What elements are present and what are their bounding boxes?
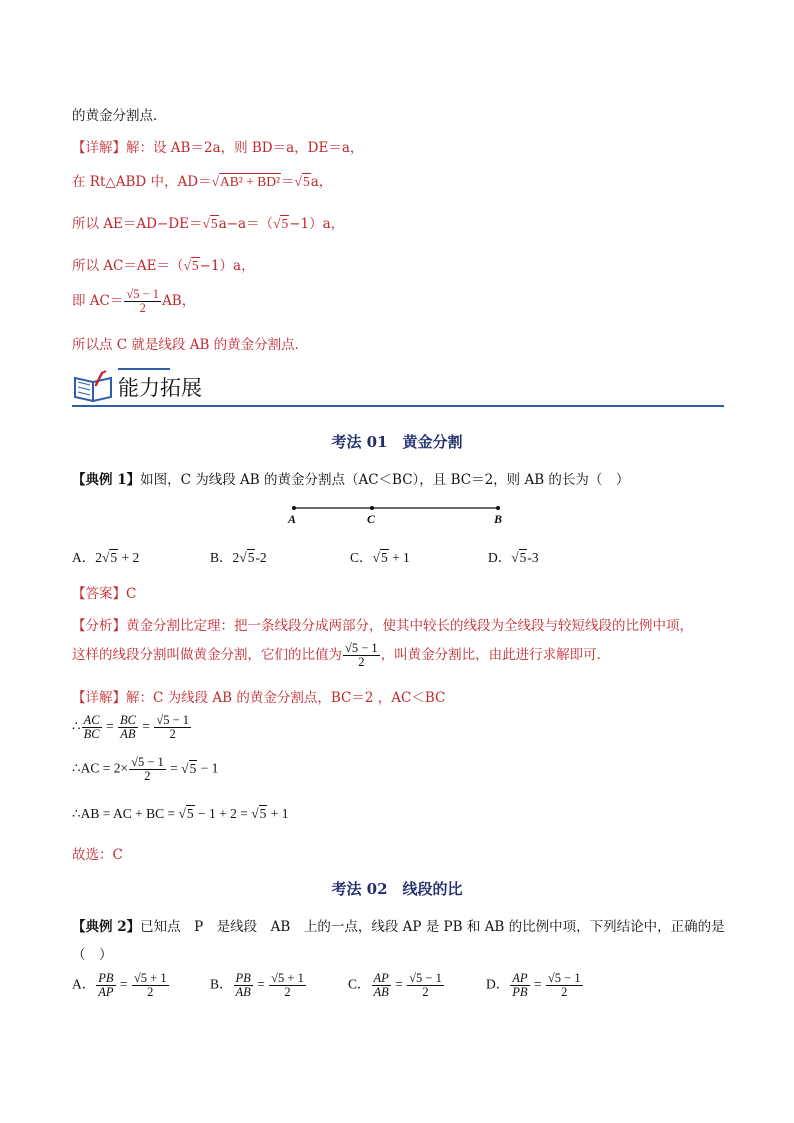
intro-l5-end: AB，: [162, 293, 196, 310]
sqrt-5: √5: [178, 806, 194, 821]
fraction-denominator: 2: [169, 727, 176, 742]
fraction-numerator: AP: [373, 971, 389, 985]
detail-label: 【详解】: [72, 690, 126, 706]
golden-ratio-fraction: [132, 972, 169, 999]
intro-l2: [72, 170, 332, 190]
answer-label: 【答案】: [72, 586, 126, 602]
answer-line: [72, 582, 136, 602]
numerator-text: 5 − 1: [163, 713, 189, 727]
equation-3-mid: − 1 + 2 =: [194, 806, 252, 821]
choice-value: C: [112, 847, 123, 863]
option-label: B．: [210, 976, 233, 992]
fraction-numerator: AP: [512, 971, 528, 985]
book-icon: [72, 368, 116, 404]
answer-value: C: [126, 586, 137, 602]
intro-l4-end: −1）a，: [199, 258, 255, 274]
example2: [72, 915, 725, 935]
fraction-ac-bc: [82, 714, 102, 741]
intro-l4: [72, 254, 255, 274]
choice-line: [72, 843, 123, 863]
sqrt-5: √5: [251, 806, 267, 821]
equation-3-tail: + 1: [267, 806, 289, 821]
numerator-text: 5 − 1: [137, 755, 164, 769]
fraction-denominator: 2: [358, 655, 365, 670]
sqrt-5: √5: [511, 550, 527, 565]
sqrt-radicand: 5: [281, 216, 289, 231]
option2-b[interactable]: B． $\frac{PB}{AB}$ = $\frac{√5 + 1}{2}$: [210, 971, 304, 1000]
equation-1: ∴ $\frac{AC}{BC}$ = $\frac{BC}{AB}$ = $\frac{√5 - 1}{2}$: [72, 713, 189, 742]
fraction-denominator: 2: [561, 985, 568, 1000]
golden-ratio-fraction: [343, 642, 380, 669]
golden-ratio-fraction: [129, 756, 166, 783]
option-label: C．: [350, 550, 373, 565]
analysis-label: 【分析】: [72, 618, 126, 634]
example2-text: 已知点 P 是线段 AB 上的一点，线段 AP 是 PB 和 AB 的比例中项，下列结论中，正确的是: [140, 919, 725, 935]
analysis-line-2: [72, 642, 610, 669]
sqrt-5: √5: [239, 550, 255, 565]
option-b[interactable]: [210, 546, 267, 566]
fraction-denominator: AB: [120, 727, 136, 742]
intro-detail-line: [72, 136, 363, 156]
fraction-denominator: BC: [83, 727, 100, 742]
sqrt-radicand: 5: [302, 174, 310, 189]
equation-2-lhs: ∴AC = 2×: [72, 760, 129, 776]
point-a-label: A: [288, 512, 297, 526]
fraction-numerator: √5 − 1: [156, 713, 189, 727]
option-c[interactable]: [350, 546, 410, 566]
intro-l4-prefix: 所以 AC＝AE＝（: [72, 258, 184, 274]
option-d[interactable]: [488, 546, 539, 566]
option-tail: -3: [527, 550, 539, 565]
intro-l5: [72, 288, 195, 315]
sqrt-ab-bd: √AB² + BD²: [211, 174, 281, 189]
ratio-fraction: [510, 972, 529, 999]
sqrt-5: √5: [294, 174, 310, 189]
fraction-numerator: PB: [98, 971, 114, 985]
numerator-text: 5 − 1: [416, 971, 442, 985]
example1-text: 如图，C 为线段 AB 的黄金分割点（AC＜BC），且 BC＝2，则 AB 的长为（ ）: [140, 472, 630, 488]
example1-label: 【典例 1】: [72, 472, 141, 488]
fraction-denominator: AB: [373, 985, 389, 1000]
fraction-numerator: √5 − 1: [409, 971, 442, 985]
banner-accent: [118, 368, 170, 370]
sqrt-5: √5: [273, 216, 289, 231]
analysis-text-2-post: ，叫黄金分割比，由此进行求解即可．: [380, 647, 611, 664]
fraction-numerator: √5 − 1: [345, 641, 378, 655]
numerator-text: 5 − 1: [554, 971, 581, 985]
option-coef: 2: [95, 550, 102, 565]
sqrt-5: √5: [372, 550, 388, 565]
sqrt-5: √5: [202, 216, 218, 231]
fraction-denominator: PB: [512, 985, 528, 1000]
golden-ratio-fraction: [154, 714, 191, 741]
sqrt-5: √5: [102, 550, 118, 565]
fraction-numerator: √5 − 1: [126, 287, 160, 301]
point-b-label: B: [494, 512, 503, 526]
example2-paren: （ ）: [72, 947, 113, 963]
option2-d[interactable]: D． $\frac{AP}{PB}$ = $\frac{√5 - 1}{2}$: [486, 971, 581, 1000]
intro-l3-mid: a−a＝（: [218, 216, 274, 232]
sqrt-radicand: 5: [247, 550, 255, 565]
fraction-numerator: AC: [83, 713, 100, 727]
sqrt-radicand: 5: [259, 806, 267, 821]
fraction-bc-ab: [118, 714, 138, 741]
analysis-text-2-pre: 这样的线段分割叫做黄金分割，它们的比值为: [72, 647, 342, 664]
fraction-numerator: √5 − 1: [547, 971, 581, 985]
fraction-numerator: BC: [119, 713, 136, 727]
golden-ratio-fraction: [407, 972, 444, 999]
segment-figure: [285, 500, 510, 530]
option-tail: + 1: [388, 550, 410, 565]
banner-title: 能力拓展: [118, 376, 202, 400]
golden-ratio-fraction: [269, 972, 306, 999]
golden-ratio-fraction: [124, 288, 161, 315]
option-label: A．: [72, 976, 96, 992]
intro-l2-prefix: 在 Rt△ABD 中，AD＝: [72, 174, 212, 190]
therefore-sign: ∴: [72, 718, 81, 734]
fraction-denominator: 2: [422, 985, 429, 1000]
sqrt-radicand: 5: [519, 550, 527, 565]
numerator-text: 5 − 1: [351, 641, 378, 655]
banner-rule: [72, 405, 724, 407]
option-label: C．: [348, 976, 371, 992]
option-label: A．: [72, 550, 96, 565]
intro-l6-text: 所以点 C 就是线段 AB 的黄金分割点．: [72, 337, 309, 353]
sqrt-radicand: 5: [380, 550, 388, 565]
fraction-numerator: √5 + 1: [271, 971, 304, 985]
sqrt-radicand: 5: [189, 760, 197, 776]
intro-l3-prefix: 所以 AE＝AD−DE＝: [72, 216, 203, 232]
option2-c[interactable]: C． $\frac{AP}{AB}$ = $\frac{√5 - 1}{2}$: [348, 971, 442, 1000]
ratio-fraction: [234, 972, 253, 999]
ratio-fraction: [372, 972, 391, 999]
sqrt-radicand: 5: [110, 550, 118, 565]
option-tail: -2: [255, 550, 267, 565]
fraction-denominator: 2: [139, 301, 146, 316]
equation-3-lhs: ∴AB = AC + BC =: [72, 806, 179, 821]
fraction-denominator: 2: [144, 769, 151, 784]
sqrt-5: √5: [181, 760, 197, 776]
equation-3: [72, 806, 289, 822]
fraction-numerator: √5 + 1: [133, 971, 167, 985]
choice-label: 故选：: [72, 847, 113, 863]
option-label: D．: [488, 550, 512, 565]
fraction-denominator: 2: [147, 985, 154, 1000]
intro-line-0: 的黄金分割点．: [72, 108, 167, 124]
fraction-denominator: AP: [98, 985, 114, 1000]
equation-2: ∴AC = 2× $\frac{√5 - 1}{2}$ = √5 − 1: [72, 755, 219, 784]
analysis-text-1: 黄金分割比定理：把一条线段分成两部分，使其中较长的线段为全线段与较短线段的比例中项，: [126, 618, 693, 634]
numerator-text: 5 + 1: [278, 971, 304, 985]
intro-l6: [72, 333, 308, 353]
section2-title: 考法 02 线段的比: [331, 880, 463, 898]
option2-a[interactable]: A． $\frac{PB}{AP}$ = $\frac{√5 + 1}{2}$: [72, 971, 167, 1000]
intro-l5-prefix: 即 AC＝: [72, 293, 124, 310]
fraction-denominator: AB: [235, 985, 251, 1000]
var-a: a，: [310, 174, 333, 190]
option-coef: 2: [232, 550, 240, 565]
ratio-fraction: [96, 972, 115, 999]
point-c-label: C: [367, 512, 376, 526]
section1-title: 考法 01 黄金分割: [331, 433, 463, 451]
option-label: D．: [486, 976, 510, 992]
fraction-numerator: PB: [235, 971, 251, 985]
analysis-line-1: [72, 614, 693, 634]
fraction-numerator: √5 − 1: [131, 755, 164, 769]
detail-line-1: [72, 686, 445, 706]
equation-2-tail: − 1: [197, 760, 219, 776]
numerator-text: 5 − 1: [133, 287, 160, 301]
intro-l3: [72, 212, 344, 232]
option-label: B．: [210, 550, 233, 565]
example1: [72, 468, 629, 488]
fraction-denominator: 2: [284, 985, 291, 1000]
sqrt-radicand: 5: [210, 216, 218, 231]
sqrt-radicand: 5: [191, 258, 199, 273]
intro-l1: 解：设 AB＝2a，则 BD＝a，DE＝a，: [126, 140, 364, 156]
eq-sign: ＝: [281, 174, 295, 190]
sqrt-5: √5: [183, 258, 199, 273]
golden-ratio-fraction: [546, 972, 583, 999]
sqrt-radicand: 5: [186, 806, 194, 821]
sqrt-radicand: AB² + BD²: [220, 174, 281, 189]
example2-label: 【典例 2】: [72, 919, 141, 935]
numerator-text: 5 + 1: [140, 971, 167, 985]
option-tail: + 2: [118, 550, 140, 565]
detail-text-1: 解：C 为线段 AB 的黄金分割点，BC＝2 ，AC＜BC: [126, 690, 446, 706]
intro-l3-end: −1）a，: [289, 216, 345, 232]
option-a[interactable]: [72, 546, 139, 566]
detail-label: 【详解】: [72, 140, 126, 156]
